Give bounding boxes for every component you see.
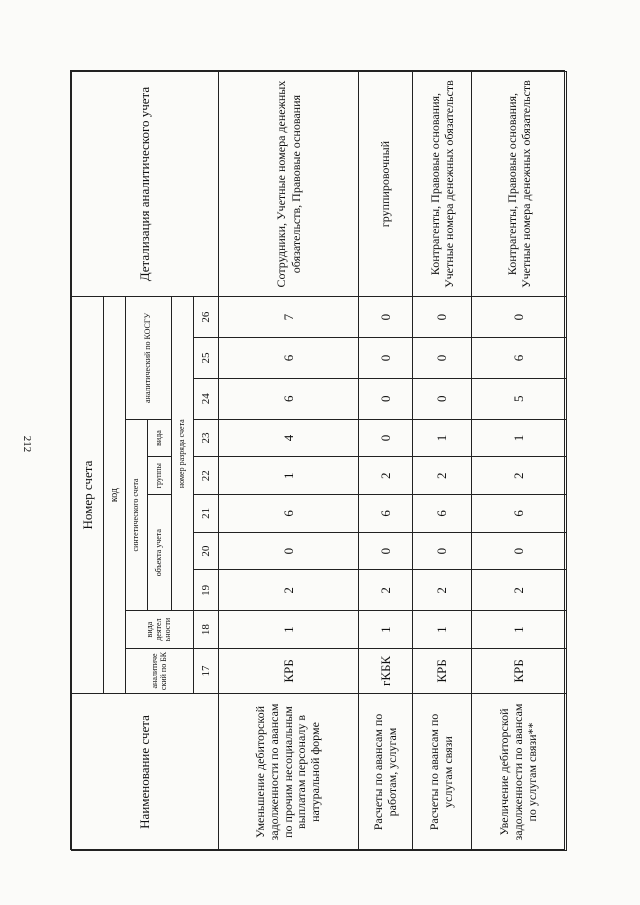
row-cell: 0 xyxy=(413,378,472,419)
table-row xyxy=(219,72,359,851)
row-cell: 1 xyxy=(219,457,359,495)
digit-24: 24 xyxy=(194,378,219,419)
row-cell: 0 xyxy=(472,532,567,570)
row-cell: 6 xyxy=(219,338,359,379)
row-cell: 2 xyxy=(472,457,567,495)
header-group: группы xyxy=(148,457,172,495)
row-cell: 0 xyxy=(359,532,413,570)
row-cell: 2 xyxy=(219,570,359,611)
row-cell: 1 xyxy=(359,611,413,649)
row-cell: 2 xyxy=(413,570,472,611)
row-cell: 0 xyxy=(413,338,472,379)
header-detail: Детализация аналитического учета xyxy=(72,72,219,297)
row-cell: 7 xyxy=(219,297,359,338)
header-analytic-kosgu: аналитический по КОСГУ xyxy=(126,297,172,420)
row-code: КРБ xyxy=(413,648,472,693)
digit-22: 22 xyxy=(194,457,219,495)
row-cell: 5 xyxy=(472,378,567,419)
header-activity: вида деятел ьности xyxy=(126,611,194,649)
digit-19: 19 xyxy=(194,570,219,611)
row-cell: 1 xyxy=(472,611,567,649)
row-cell: 1 xyxy=(413,419,472,457)
header-account-name: Наименование счета xyxy=(72,693,219,850)
row-account-name: Расчеты по авансам по услугам связи xyxy=(413,693,472,850)
table-row xyxy=(472,72,567,851)
digit-18: 18 xyxy=(194,611,219,649)
row-cell: 0 xyxy=(472,297,567,338)
digit-21: 21 xyxy=(194,495,219,533)
row-cell: 6 xyxy=(472,495,567,533)
row-cell: 1 xyxy=(472,419,567,457)
row-account-name: Увеличение дебиторской задолженности по авансам по услугам связи** xyxy=(472,693,567,850)
row-cell: 6 xyxy=(413,495,472,533)
digit-20: 20 xyxy=(194,532,219,570)
document-page xyxy=(70,70,565,850)
header-kind: вида xyxy=(148,419,172,457)
row-code: КРБ xyxy=(472,648,567,693)
row-account-name: Расчеты по авансам по работам, услугам xyxy=(359,693,413,850)
row-cell: 6 xyxy=(472,338,567,379)
table-row xyxy=(413,72,472,851)
row-cell: 1 xyxy=(413,611,472,649)
row-cell: 2 xyxy=(359,570,413,611)
table-row xyxy=(359,72,413,851)
row-cell: 6 xyxy=(219,495,359,533)
row-code: КРБ xyxy=(219,648,359,693)
digit-25: 25 xyxy=(194,338,219,379)
digit-26: 26 xyxy=(194,297,219,338)
header-analytic-bk: аналитиче ский по БК xyxy=(126,648,194,693)
row-cell: 0 xyxy=(219,532,359,570)
accounts-table xyxy=(71,71,567,851)
row-cell: 6 xyxy=(359,495,413,533)
header-object: объекта учета xyxy=(148,495,172,611)
row-cell: 0 xyxy=(359,297,413,338)
row-detail: группировочный xyxy=(359,72,413,297)
row-cell: 0 xyxy=(359,419,413,457)
header-kod: код xyxy=(104,297,126,694)
header-account-number: Номер счета xyxy=(72,297,104,694)
row-cell: 2 xyxy=(413,457,472,495)
row-cell: 2 xyxy=(359,457,413,495)
row-cell: 6 xyxy=(219,378,359,419)
header-synthetic: синтетического счета xyxy=(126,419,148,611)
row-code: гКБК xyxy=(359,648,413,693)
page-number: 212 xyxy=(21,435,33,453)
digit-17: 17 xyxy=(194,648,219,693)
header-digit-number: номер разряда счета xyxy=(172,297,194,611)
rotated-table-frame xyxy=(71,71,566,851)
row-detail: Сотрудники, Учетные номера денежных обязательств, Правовые основания xyxy=(219,72,359,297)
row-detail: Контрагенты, Правовые основания, Учетные номера денежных обязательств xyxy=(472,72,567,297)
row-cell: 0 xyxy=(359,378,413,419)
row-cell: 1 xyxy=(219,611,359,649)
row-cell: 0 xyxy=(413,297,472,338)
row-cell: 0 xyxy=(413,532,472,570)
row-cell: 4 xyxy=(219,419,359,457)
row-cell: 2 xyxy=(472,570,567,611)
digit-23: 23 xyxy=(194,419,219,457)
row-detail: Контрагенты, Правовые основания, Учетные номера денежных обязательств xyxy=(413,72,472,297)
row-account-name: Уменьшение дебиторской задолженности по авансам по прочим несоциальным выплатам персоналу в натуральной форме xyxy=(219,693,359,850)
row-cell: 0 xyxy=(359,338,413,379)
